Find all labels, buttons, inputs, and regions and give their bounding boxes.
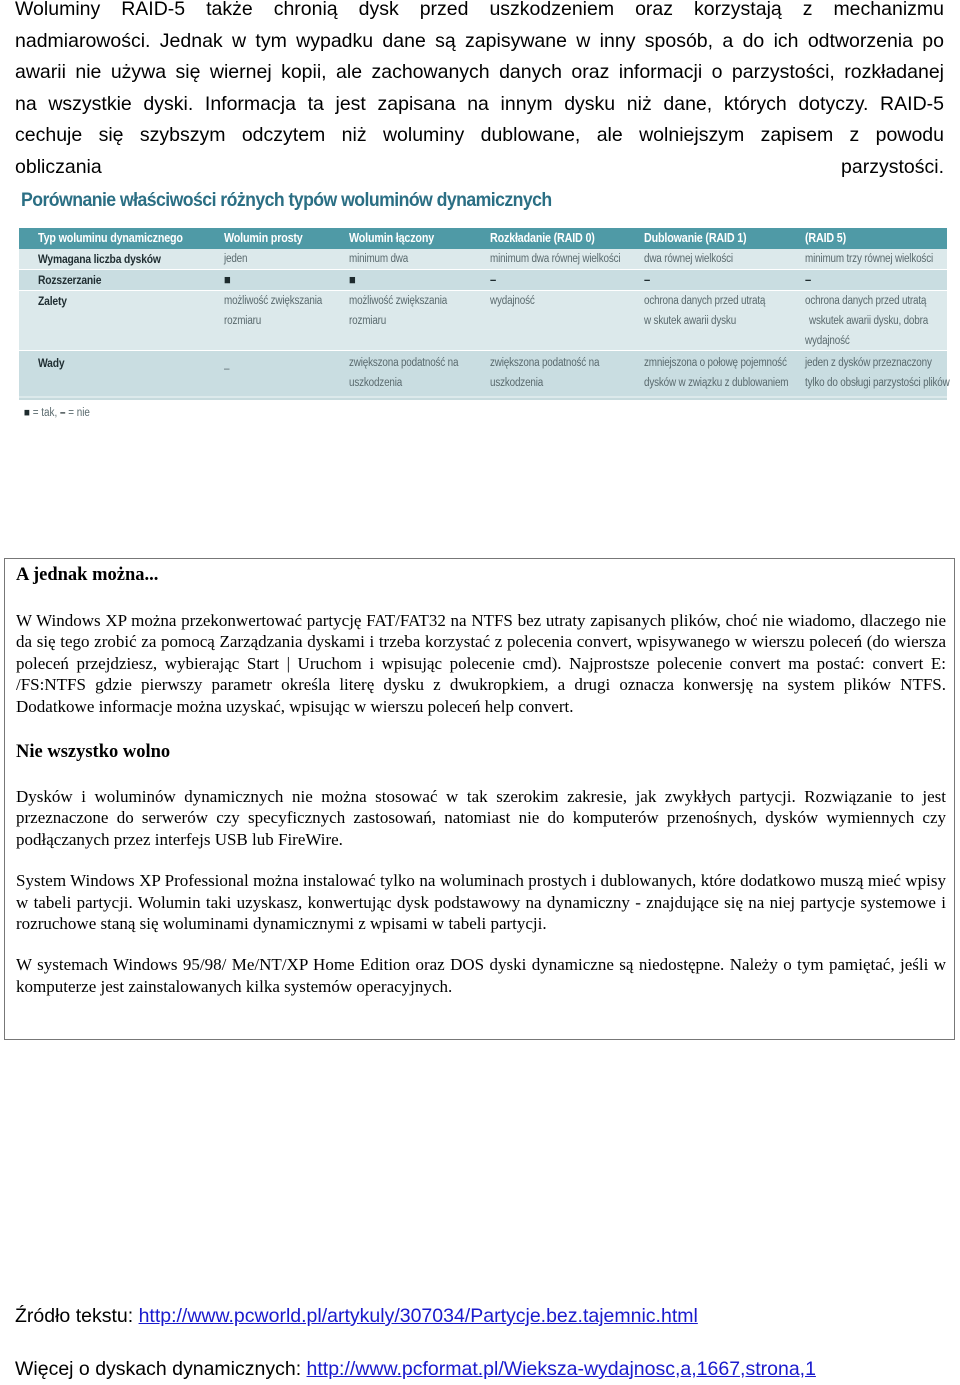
source-label: Źródło tekstu: (15, 1305, 139, 1327)
table-cell: rozmiaru (224, 315, 262, 327)
row-label: Wady (38, 356, 65, 370)
table-cell: możliwość zwiększania (349, 295, 448, 307)
intro-line: awarii nie używa się wiernej kopii, ale zachowanych danych oraz informacji o parzystości, rozkładanej (15, 61, 944, 84)
box-paragraph: Dysków i woluminów dynamicznych nie można stosować w tak szerokim zakresie, jak zwykłych partycji. Rozwiązanie to jest przeznaczone do serwerów czy specyficznych zastosowań, natomiast nie do komputerów przenośnych, dysków wymiennych czy podłączanych przez interfejs USB lub FireWire. (16, 787, 946, 849)
table-cell: ochrona danych przed utratą (644, 295, 766, 307)
table-cell: uszkodzenia (349, 377, 403, 389)
box-heading: Nie wszystko wolno (16, 742, 171, 763)
more-info-link[interactable]: http://www.pcformat.pl/Wieksza-wydajnosc,a,1667,strona,1 (306, 1358, 816, 1380)
more-info-label: Więcej o dyskach dynamicznych: (15, 1358, 307, 1380)
table-header-cell: Rozkładanie (RAID 0) (490, 231, 595, 245)
intro-line: nadmiarowości. Jednak w tym wypadku dane są zapisywane w inny sposób, a do ich odtworzenia po (15, 29, 944, 52)
box-paragraph: W Windows XP można przekonwertować partycję FAT/FAT32 na NTFS bez utraty zapisanych plików, choć nie wiadomo, dlaczego nie da się tego zrobić za pomocą Zarządzania dyskami i trzeba korzystać z polecenia convert, wpisywanego w wierszu poleceń (do wiersza poleceń przejdziesz, wybierając Start | Uruchom i wpisując polecenie cmd). Najprostsze polecenie convert ma postać: convert E: /FS:NTFS gdzie pierwszy parametr określa literę dysku z dwukropkiem, a drugi oznacza konwersję na system plików NTFS. Dodatkowe informacje można uzyskać, wpisując w wierszu poleceń help convert. (16, 611, 946, 716)
info-box (4, 558, 955, 1040)
table-cell: zmniejszona o połowę pojemność (644, 357, 787, 369)
table-cell: wydajność (805, 335, 850, 347)
table-cell: ochrona danych przed utratą (805, 295, 927, 307)
table-cell: zwiększona podatność na (490, 357, 600, 369)
table-cell: – (490, 272, 497, 287)
table-row (19, 270, 947, 290)
table-cell: ■ (224, 272, 231, 287)
table-row (19, 291, 947, 350)
intro-line: na wszystkie dyski. Informacja ta jest zapisana na innym dysku niż dane, których dotyczy. RAID-5 (15, 92, 944, 115)
table-cell: minimum dwa równej wielkości (490, 253, 621, 265)
box-paragraph: System Windows XP Professional można instalować tylko na woluminach prostych i dublowanych, które dodatkowo muszą mieć wpisy w tabeli partycji. Wolumin taki uzyskasz, konwertując dysk podstawowy na dynamiczny - znajdujące się na niej partycje systemowe i rozruchowe staną się woluminami dynamicznymi z wpisami w tabeli partycji. (16, 871, 946, 934)
box-heading: A jednak można... (16, 565, 159, 585)
legend-text: = nie (65, 407, 90, 419)
legend-square-mark: ■ (24, 407, 30, 419)
comparison-table (19, 228, 950, 400)
table-legend (24, 407, 90, 419)
legend-text: = tak, (29, 407, 60, 419)
table-cell: w skutek awarii dysku (644, 315, 737, 327)
table-header-cell: (RAID 5) (805, 231, 847, 245)
more-info-line (15, 1356, 955, 1382)
table-cell: – (224, 363, 230, 375)
table-cell: możliwość zwiększania (224, 295, 323, 307)
table-cell: dysków w związku z dublowaniem (644, 377, 789, 389)
table-header-cell: Typ woluminu dynamicznego (38, 231, 183, 245)
table-cell: tylko do obsługi parzystości plików (805, 377, 950, 389)
table-cell: jeden (224, 253, 248, 265)
table-row (19, 249, 947, 269)
table-cell: uszkodzenia (490, 377, 544, 389)
table-cell: dwa równej wielkości (644, 253, 733, 265)
legend-dash-mark: – (59, 407, 66, 419)
table-cell: jeden z dysków przeznaczony (805, 357, 932, 369)
table-cell: rozmiaru (349, 315, 387, 327)
table-header-cell: Wolumin prosty (224, 231, 303, 245)
table-header-row (19, 228, 947, 249)
table-cell: minimum trzy równej wielkości (805, 253, 934, 265)
table-title: Porównanie właściwości różnych typów woluminów dynamicznych (21, 190, 552, 211)
table-cell: wydajność (490, 295, 535, 307)
table-header-cell: Dublowanie (RAID 1) (644, 231, 747, 245)
table-cell: – (644, 272, 651, 287)
table-cell: minimum dwa (349, 253, 409, 265)
table-cell: zwiększona podatność na (349, 357, 459, 369)
table-cell: wskutek awarii dysku, dobra (809, 315, 929, 327)
table-cell: – (805, 272, 812, 287)
intro-line: cechuje się szybszym odczytem niż woluminy dublowane, ale wolniejszym zapisem z powodu (15, 124, 944, 147)
table-header-cell: Wolumin łączony (349, 231, 435, 245)
intro-line: obliczania parzystości. (15, 155, 944, 178)
intro-line: Woluminy RAID-5 także chronią dysk przed uszkodzeniem oraz korzystają z mechanizmu (15, 0, 944, 20)
row-label: Zalety (38, 294, 67, 308)
table-row (19, 351, 950, 396)
intro-paragraph (15, 0, 944, 184)
box-paragraph: W systemach Windows 95/98/ Me/NT/XP Home Edition oraz DOS dyski dynamiczne są niedostępne. Należy o tym pamiętać, jeśli w komputerze jest zainstalowanych kilka systemów operacyjnych. (16, 955, 946, 996)
source-line (15, 1303, 955, 1329)
source-link[interactable]: http://www.pcworld.pl/artykuly/307034/Partycje.bez.tajemnic.html (138, 1305, 698, 1327)
row-label: Wymagana liczba dysków (38, 252, 161, 266)
row-label: Rozszerzanie (38, 273, 102, 287)
table-cell: ■ (349, 272, 356, 287)
